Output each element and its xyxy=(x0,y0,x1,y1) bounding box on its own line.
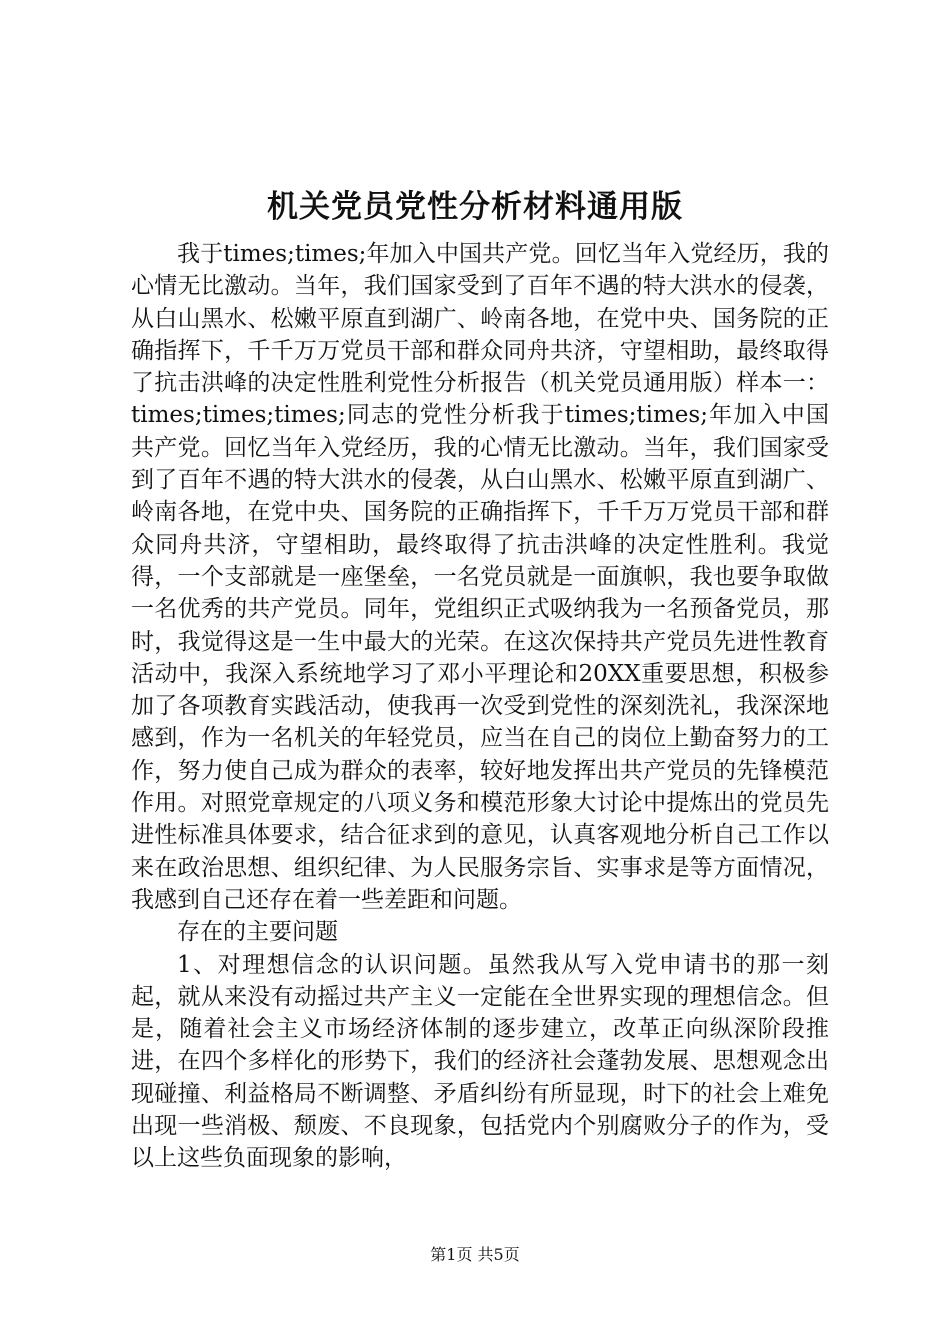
document-body xyxy=(131,238,829,1175)
paragraph-intro: 我于times;times;年加入中国共产党。回忆当年入党经历，我的心情无比激动。当年，我们国家受到了百年不遇的特大洪水的侵袭，从白山黑水、松嫩平原直到湖广、岭南各地，在党中央、国务院的正确指挥下，千千万万党员干部和群众同舟共济，守望相助，最终取得了抗击洪峰的决定性胜利党性分析报告（机关党员通用版）样本一：times;times;times;同志的党性分析我于times;times;年加入中国共产党。回忆当年入党经历，我的心情无比激动。当年，我们国家受到了百年不遇的特大洪水的侵袭，从白山黑水、松嫩平原直到湖广、岭南各地，在党中央、国务院的正确指挥下，千千万万党员干部和群众同舟共济，守望相助，最终取得了抗击洪峰的决定性胜利。我觉得，一个支部就是一座堡垒，一名党员就是一面旗帜，我也要争取做一名优秀的共产党员。同年，党组织正式吸纳我为一名预备党员，那时，我觉得这是一生中最大的光荣。在这次保持共产党员先进性教育活动中，我深入系统地学习了邓小平理论和20XX重要思想，积极参加了各项教育实践活动，使我再一次受到党性的深刻洗礼，我深深地感到，作为一名机关的年轻党员，应当在自己的岗位上勤奋努力的工作，努力使自己成为群众的表率，较好地发挥出共产党员的先锋模范作用。对照党章规定的八项义务和模范形象大讨论中提炼出的党员先进性标准具体要求，结合征求到的意见，认真客观地分析自己工作以来在政治思想、组织纪律、为人民服务宗旨、实事求是等方面情况，我感到自己还存在着一些差距和问题。 xyxy=(131,241,829,913)
section-heading-main-problems: 存在的主要问题 xyxy=(177,919,338,946)
paragraph-problem-1: 1、对理想信念的认识问题。虽然我从写入党申请书的那一刻起，就从来没有动摇过共产主义一定能在全世界实现的理想信念。但是，随着社会主义市场经济体制的逐步建立，改革正向纵深阶段推进，在四个多样化的形势下，我们的经济社会蓬勃发展、思想观念出现碰撞、利益格局不断调整、矛盾纠纷有所显现，时下的社会上难免出现一些消极、颓废、不良现象，包括党内个别腐败分子的作为，受以上这些负面现象的影响， xyxy=(131,951,829,1172)
document-title: 机关党员党性分析材料通用版 xyxy=(267,189,683,225)
page-number-footer: 第1页 共5页 xyxy=(430,1245,520,1264)
